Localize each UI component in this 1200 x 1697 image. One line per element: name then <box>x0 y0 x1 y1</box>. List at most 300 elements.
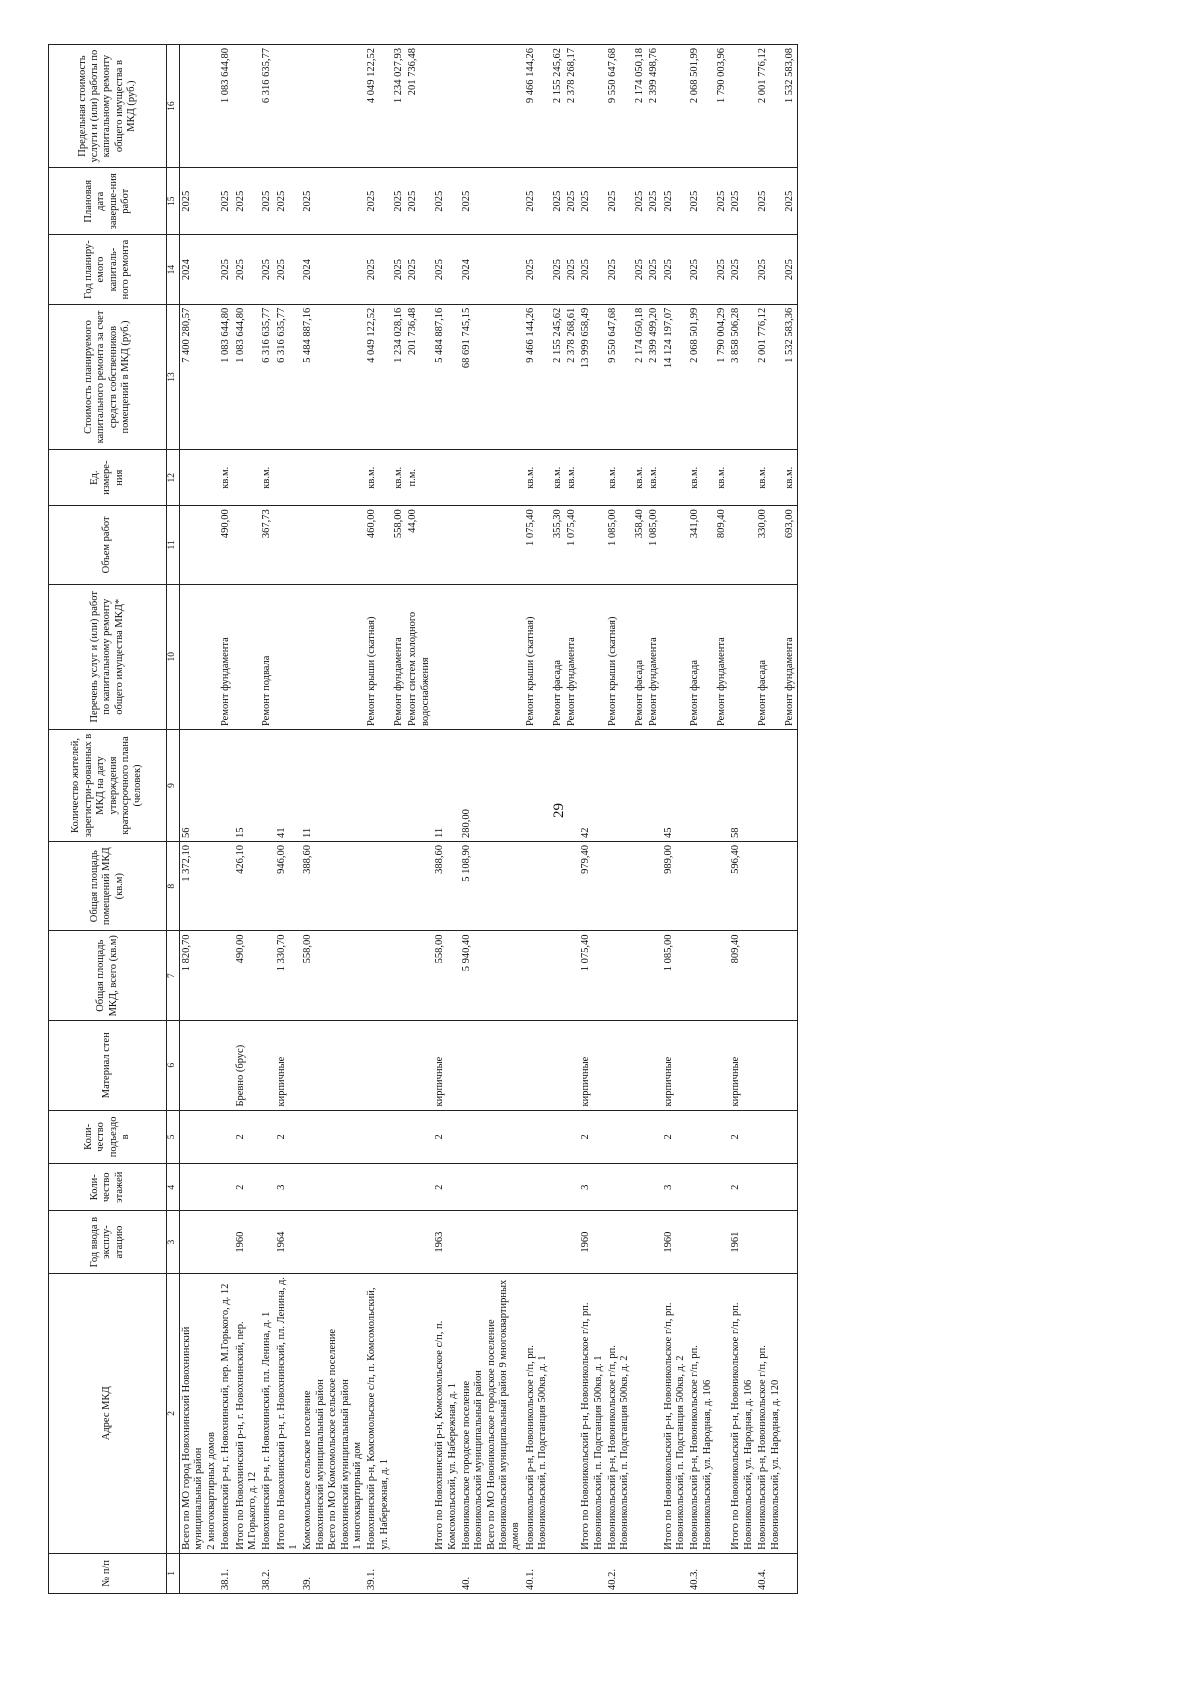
table-cell: 946,00 <box>275 841 302 931</box>
table-cell <box>647 1211 661 1274</box>
table-cell <box>662 450 689 506</box>
table-cell: Ремонт фасада <box>551 584 565 729</box>
header-row <box>49 45 167 1594</box>
table-cell <box>275 45 302 168</box>
table-cell <box>365 931 392 1021</box>
table-cell: кирпичные <box>275 1021 302 1111</box>
table-cell: Новохнинский р-н, Комсомольское с/п, п. Комсомольский, ул. Набережная, д. 1 <box>365 1273 392 1553</box>
column-number: 5 <box>167 1110 180 1164</box>
table-cell <box>392 1273 406 1553</box>
table-cell <box>551 1211 565 1274</box>
table-cell <box>406 1164 433 1211</box>
table-cell: Комсомольское сельское поселение Новохнинский муниципальный район Всего по МО Комсомольское сельское поселение Новохнинский муниципальный район 1 многоквартирный дом <box>301 1273 365 1553</box>
column-number: 8 <box>167 841 180 931</box>
table-cell: 2025 <box>606 235 633 304</box>
table-cell: 2025 <box>234 235 261 304</box>
table-cell <box>647 1021 661 1111</box>
table-cell: 4 049 122,52 <box>365 45 392 168</box>
table-cell <box>234 584 261 729</box>
table-cell <box>219 1211 233 1274</box>
table-row <box>234 45 261 1594</box>
table-cell <box>688 1211 715 1274</box>
table-cell <box>234 1553 261 1593</box>
table-cell <box>234 450 261 506</box>
table-cell: 2024 <box>180 235 220 304</box>
table-cell <box>729 45 756 168</box>
table-cell: 693,00 <box>783 506 798 584</box>
table-row <box>551 45 565 1594</box>
table-cell <box>180 1553 220 1593</box>
table-cell <box>392 841 406 931</box>
table-cell <box>365 1164 392 1211</box>
table-cell: 3 858 506,28 <box>729 304 756 449</box>
table-cell: 38.1. <box>219 1553 233 1593</box>
table-cell <box>756 931 783 1021</box>
table-cell <box>551 1273 565 1553</box>
table-cell: 2 <box>234 1110 261 1164</box>
table-cell: Итого по Новоникольский р-н, Новоникольское г/п, рп. Новоникольский, п. Подстанция 500кв, д. 1 <box>579 1273 606 1553</box>
table-cell <box>729 450 756 506</box>
table-cell <box>756 1211 783 1274</box>
table-cell <box>715 931 729 1021</box>
table-cell <box>392 1110 406 1164</box>
table-cell: Ремонт фундамента <box>647 584 661 729</box>
table-cell <box>460 1110 524 1164</box>
table-cell: Новоникольский р-н, Новоникольское г/п, рп. Новоникольский, ул. Народная, д. 106 <box>688 1273 715 1553</box>
table-cell: Новоникольский р-н, Новоникольское г/п, рп. Новоникольский, ул. Народная, д. 120 <box>756 1273 783 1553</box>
table-row <box>688 45 715 1594</box>
table-cell <box>715 1164 729 1211</box>
table-cell <box>783 1211 798 1274</box>
table-cell <box>633 1553 647 1593</box>
table-cell <box>756 1164 783 1211</box>
table-cell <box>301 1021 365 1111</box>
table-cell: 2025 <box>715 235 729 304</box>
table-cell <box>460 506 524 584</box>
table-cell <box>524 1164 551 1211</box>
table-cell <box>647 931 661 1021</box>
table-cell: 2025 <box>633 168 647 235</box>
table-cell <box>729 1553 756 1593</box>
table-cell: 367,73 <box>260 506 274 584</box>
table-cell: 9 466 144,26 <box>524 45 551 168</box>
table-cell: 2025 <box>783 235 798 304</box>
table-cell <box>406 1110 433 1164</box>
table-cell: 2 <box>662 1110 689 1164</box>
table-cell: 2 001 776,12 <box>756 45 783 168</box>
header-cell: Коли-чество этажей <box>49 1164 167 1211</box>
header-cell: Объем работ <box>49 506 167 584</box>
table-cell <box>783 1021 798 1111</box>
table-cell: 41 <box>275 730 302 842</box>
table-cell <box>406 1553 433 1593</box>
table-cell <box>783 931 798 1021</box>
table-cell <box>551 1021 565 1111</box>
table-cell <box>647 1110 661 1164</box>
table-cell <box>392 730 406 842</box>
table-cell: 2 174 050,18 <box>633 304 647 449</box>
table-cell: кв.м. <box>633 450 647 506</box>
table-cell: 2 378 268,17 <box>565 45 579 168</box>
table-cell: 3 <box>275 1164 302 1211</box>
table-cell <box>524 730 551 842</box>
repair-plan-table <box>48 44 798 1594</box>
table-cell: 490,00 <box>219 506 233 584</box>
table-cell: 2 378 268,61 <box>565 304 579 449</box>
table-cell: 5 484 887,16 <box>433 304 460 449</box>
table-cell: кв.м. <box>365 450 392 506</box>
table-cell: 40.3. <box>688 1553 715 1593</box>
table-cell <box>783 1553 798 1593</box>
table-cell: 2 068 501,99 <box>688 304 715 449</box>
table-cell <box>579 584 606 729</box>
table-cell <box>565 1273 579 1553</box>
column-number: 9 <box>167 730 180 842</box>
table-cell: 201 736,48 <box>406 304 433 449</box>
table-cell: 3 <box>579 1164 606 1211</box>
table-cell <box>301 584 365 729</box>
table-cell: 2 <box>433 1164 460 1211</box>
table-cell <box>219 1164 233 1211</box>
table-cell: 58 <box>729 730 756 842</box>
table-cell: 1 234 027,93 <box>392 45 406 168</box>
table-cell: 6 316 635,77 <box>275 304 302 449</box>
table-cell <box>633 1164 647 1211</box>
column-number: 4 <box>167 1164 180 1211</box>
table-cell: 2025 <box>392 235 406 304</box>
table-cell <box>565 1110 579 1164</box>
table-cell <box>606 931 633 1021</box>
table-cell: кв.м. <box>688 450 715 506</box>
table-cell <box>524 1211 551 1274</box>
table-cell: 45 <box>662 730 689 842</box>
table-cell <box>565 931 579 1021</box>
table-cell <box>392 1553 406 1593</box>
table-cell: Итого по Новоникольский р-н, Новоникольское г/п, рп. Новоникольский, ул. Народная, д. 106 <box>729 1273 756 1553</box>
table-cell <box>715 841 729 931</box>
table-cell: Итого по Новохнинский р-н, г. Новохнинский, пл. Ленина, д. 1 <box>275 1273 302 1553</box>
table-cell: 2 155 245,62 <box>551 304 565 449</box>
table-cell: 1 532 583,08 <box>783 45 798 168</box>
table-cell <box>565 1021 579 1111</box>
table-cell <box>460 1021 524 1111</box>
table-cell: 2 399 499,20 <box>647 304 661 449</box>
table-cell <box>606 1211 633 1274</box>
table-cell: 5 484 887,16 <box>301 304 365 449</box>
table-cell: кирпичные <box>433 1021 460 1111</box>
table-cell: 2 <box>275 1110 302 1164</box>
column-number: 7 <box>167 931 180 1021</box>
table-cell: 2025 <box>633 235 647 304</box>
header-cell: № п/п <box>49 1553 167 1593</box>
table-cell: 280,00 <box>460 730 524 842</box>
table-body <box>180 45 798 1594</box>
table-cell: 1 234 028,16 <box>392 304 406 449</box>
table-cell: 1 532 583,36 <box>783 304 798 449</box>
table-cell: 7 400 280,57 <box>180 304 220 449</box>
table-cell: Новохнинский р-н, г. Новохнинский, пл. Ленина, д. 1 <box>260 1273 274 1553</box>
table-row <box>729 45 756 1594</box>
table-cell: 2025 <box>180 168 220 235</box>
table-cell <box>756 1021 783 1111</box>
table-cell <box>715 1553 729 1593</box>
table-cell <box>729 506 756 584</box>
column-number: 11 <box>167 506 180 584</box>
table-cell <box>365 841 392 931</box>
table-cell: 2025 <box>301 168 365 235</box>
table-cell <box>234 45 261 168</box>
table-cell <box>647 1164 661 1211</box>
table-cell: Итого по Новоникольский р-н, Новоникольское г/п, рп. Новоникольский, п. Подстанция 500кв, д. 2 <box>662 1273 689 1553</box>
table-cell <box>606 1021 633 1111</box>
table-cell: 2025 <box>662 235 689 304</box>
table-row <box>392 45 406 1594</box>
table-cell: Ремонт фасада <box>756 584 783 729</box>
table-cell <box>260 1164 274 1211</box>
table-cell <box>260 1211 274 1274</box>
table-cell: 426,10 <box>234 841 261 931</box>
table-cell <box>633 1211 647 1274</box>
table-cell: 2025 <box>406 235 433 304</box>
table-cell: 989,00 <box>662 841 689 931</box>
table-cell: 2025 <box>647 235 661 304</box>
table-cell: 14 124 197,07 <box>662 304 689 449</box>
table-cell: 68 691 745,15 <box>460 304 524 449</box>
table-row <box>662 45 689 1594</box>
table-cell: 9 466 144,26 <box>524 304 551 449</box>
table-cell: кв.м. <box>756 450 783 506</box>
table-cell <box>180 1211 220 1274</box>
table-cell <box>662 1553 689 1593</box>
table-cell <box>406 841 433 931</box>
table-cell: Ремонт фундамента <box>783 584 798 729</box>
table-cell <box>219 841 233 931</box>
header-cell: Ед. измере-ния <box>49 450 167 506</box>
table-cell <box>715 730 729 842</box>
table-cell <box>633 841 647 931</box>
table-cell: Ремонт фундамента <box>565 584 579 729</box>
table-cell: 1 083 644,80 <box>234 304 261 449</box>
table-cell: 2025 <box>392 168 406 235</box>
table-cell: 5 108,90 <box>460 841 524 931</box>
header-cell: Количество жителей, зарегистри-рованных в МКД на дату утверждения краткосрочного плана (человек) <box>49 730 167 842</box>
table-cell <box>662 584 689 729</box>
table-cell <box>433 45 460 168</box>
table-cell: 2025 <box>275 235 302 304</box>
header-cell: Адрес МКД <box>49 1273 167 1553</box>
table-cell: кв.м. <box>219 450 233 506</box>
table-cell <box>219 931 233 1021</box>
table-cell: 44,00 <box>406 506 433 584</box>
table-cell <box>460 1211 524 1274</box>
table-cell <box>715 1110 729 1164</box>
table-cell <box>524 841 551 931</box>
table-cell <box>406 1273 433 1553</box>
header-cell: Стоимость планируемого капитального ремонта за счет средств собственников помещений в МКД (руб.) <box>49 304 167 449</box>
table-cell: 2 <box>729 1164 756 1211</box>
table-cell <box>275 450 302 506</box>
table-cell <box>180 1021 220 1111</box>
table-cell: 39. <box>301 1553 365 1593</box>
header-cell: Плановая дата заверше-ния работ <box>49 168 167 235</box>
table-cell <box>524 1110 551 1164</box>
table-cell <box>301 45 365 168</box>
table-row <box>219 45 233 1594</box>
table-row <box>180 45 220 1594</box>
table-cell: 809,40 <box>715 506 729 584</box>
table-cell: Ремонт подвала <box>260 584 274 729</box>
table-cell: 2025 <box>260 168 274 235</box>
table-cell <box>260 1110 274 1164</box>
table-cell: 13 999 658,49 <box>579 304 606 449</box>
table-cell <box>715 1021 729 1111</box>
table-row <box>433 45 460 1594</box>
table-cell: 40.2. <box>606 1553 633 1593</box>
table-cell <box>606 1110 633 1164</box>
table-cell: 2 399 498,76 <box>647 45 661 168</box>
header-cell: Год ввода в эксплу-атацию <box>49 1211 167 1274</box>
table-cell: кирпичные <box>729 1021 756 1111</box>
table-cell: 358,40 <box>633 506 647 584</box>
table-cell: 2025 <box>565 235 579 304</box>
table-cell <box>180 1110 220 1164</box>
table-cell: 40. <box>460 1553 524 1593</box>
table-cell: Новохнинский р-н, г. Новохнинский, пер. М.Горького, д. 12 <box>219 1273 233 1553</box>
table-cell: 2 <box>579 1110 606 1164</box>
table-cell: 1960 <box>662 1211 689 1274</box>
table-cell <box>715 1273 729 1553</box>
table-cell: 1 085,00 <box>647 506 661 584</box>
table-cell: 1 330,70 <box>275 931 302 1021</box>
table-cell <box>647 1553 661 1593</box>
table-cell: 2 174 050,18 <box>633 45 647 168</box>
table-cell: 2 001 776,12 <box>756 304 783 449</box>
header-cell: Материал стен <box>49 1021 167 1111</box>
table-cell: 1 085,00 <box>606 506 633 584</box>
table-cell <box>647 841 661 931</box>
table-cell: 1 075,40 <box>524 506 551 584</box>
column-number: 10 <box>167 584 180 729</box>
table-cell: 1 820,70 <box>180 931 220 1021</box>
table-cell <box>460 1164 524 1211</box>
table-cell <box>406 1021 433 1111</box>
table-cell: Ремонт крыши (скатная) <box>365 584 392 729</box>
table-cell <box>460 584 524 729</box>
table-cell: 1 083 644,80 <box>219 45 233 168</box>
table-cell: 2025 <box>365 168 392 235</box>
table-cell <box>551 841 565 931</box>
table-cell <box>551 1110 565 1164</box>
table-cell: 2 155 245,62 <box>551 45 565 168</box>
table-cell: 2025 <box>433 168 460 235</box>
table-cell <box>406 730 433 842</box>
table-cell <box>180 450 220 506</box>
table-cell <box>565 1553 579 1593</box>
table-cell: 490,00 <box>234 931 261 1021</box>
table-cell <box>715 1211 729 1274</box>
table-cell: 2025 <box>460 168 524 235</box>
table-cell: 2025 <box>524 168 551 235</box>
table-cell <box>524 931 551 1021</box>
table-cell: кв.м. <box>260 450 274 506</box>
table-cell: 2025 <box>579 235 606 304</box>
table-cell: 2 <box>729 1110 756 1164</box>
table-cell: кв.м. <box>715 450 729 506</box>
table-cell <box>662 45 689 168</box>
table-cell <box>783 1110 798 1164</box>
table-cell: 2025 <box>756 168 783 235</box>
header-cell: Общая площадь МКД, всего (кв.м) <box>49 931 167 1021</box>
table-cell <box>433 584 460 729</box>
table-row <box>406 45 433 1594</box>
column-number: 2 <box>167 1273 180 1553</box>
table-cell: кв.м. <box>392 450 406 506</box>
header-cell: Предельная стоимость услуги и (или) работы по капитальному ремонту общего имущества в МКД (руб.) <box>49 45 167 168</box>
header-cell: Коли-чество подъездо в <box>49 1110 167 1164</box>
table-cell <box>633 931 647 1021</box>
table-row <box>579 45 606 1594</box>
table-cell: кв.м. <box>565 450 579 506</box>
table-cell <box>756 1110 783 1164</box>
table-cell: 2025 <box>275 168 302 235</box>
table-cell: п.м. <box>406 450 433 506</box>
table-cell: Новоникольский р-н, Новоникольское г/п, рп. Новоникольский, п. Подстанция 500кв, д. 2 <box>606 1273 633 1553</box>
table-cell <box>579 45 606 168</box>
table-cell: Итого по Новохнинский р-н, Комсомольское с/п, п. Комсомольский, ул. Набережная, д. 1 <box>433 1273 460 1553</box>
table-cell: 9 550 647,68 <box>606 45 633 168</box>
table-cell: 355,30 <box>551 506 565 584</box>
table-cell <box>579 506 606 584</box>
table-row <box>715 45 729 1594</box>
table-cell <box>392 1211 406 1274</box>
table-cell: 3 <box>662 1164 689 1211</box>
table-cell: 460,00 <box>365 506 392 584</box>
table-cell: 1 372,10 <box>180 841 220 931</box>
table-cell: кв.м. <box>606 450 633 506</box>
table-cell <box>729 584 756 729</box>
table-cell: Новоникольское городское поселение Новоникольский муниципальный район Всего по МО Новоникольское городское поселение Новоникольский муниципальный район 9 многоквартирных домов <box>460 1273 524 1553</box>
table-cell: 979,40 <box>579 841 606 931</box>
table-row <box>301 45 365 1594</box>
table-row <box>260 45 274 1594</box>
column-number: 14 <box>167 235 180 304</box>
table-cell <box>301 1211 365 1274</box>
table-cell <box>406 1211 433 1274</box>
table-cell: 1 075,40 <box>579 931 606 1021</box>
header-cell: Общая площадь помещений МКД (кв.м) <box>49 841 167 931</box>
table-cell: 1961 <box>729 1211 756 1274</box>
table-cell <box>565 1211 579 1274</box>
table-cell: 558,00 <box>301 931 365 1021</box>
table-cell: 2025 <box>260 235 274 304</box>
table-cell <box>688 1164 715 1211</box>
column-number: 16 <box>167 45 180 168</box>
table-cell: Новоникольский р-н, Новоникольское г/п, рп. Новоникольский, п. Подстанция 500кв, д. 1 <box>524 1273 551 1553</box>
table-cell: 2025 <box>688 235 715 304</box>
table-cell: кв.м. <box>524 450 551 506</box>
table-cell <box>433 506 460 584</box>
table-cell: 42 <box>579 730 606 842</box>
table-cell: 2025 <box>715 168 729 235</box>
table-cell: 2025 <box>606 168 633 235</box>
table-cell: кирпичные <box>579 1021 606 1111</box>
table-cell <box>647 730 661 842</box>
table-cell: 341,00 <box>688 506 715 584</box>
page-number: 29 <box>551 803 567 818</box>
table-cell <box>365 1021 392 1111</box>
table-cell <box>565 730 579 842</box>
table-cell <box>551 1553 565 1593</box>
